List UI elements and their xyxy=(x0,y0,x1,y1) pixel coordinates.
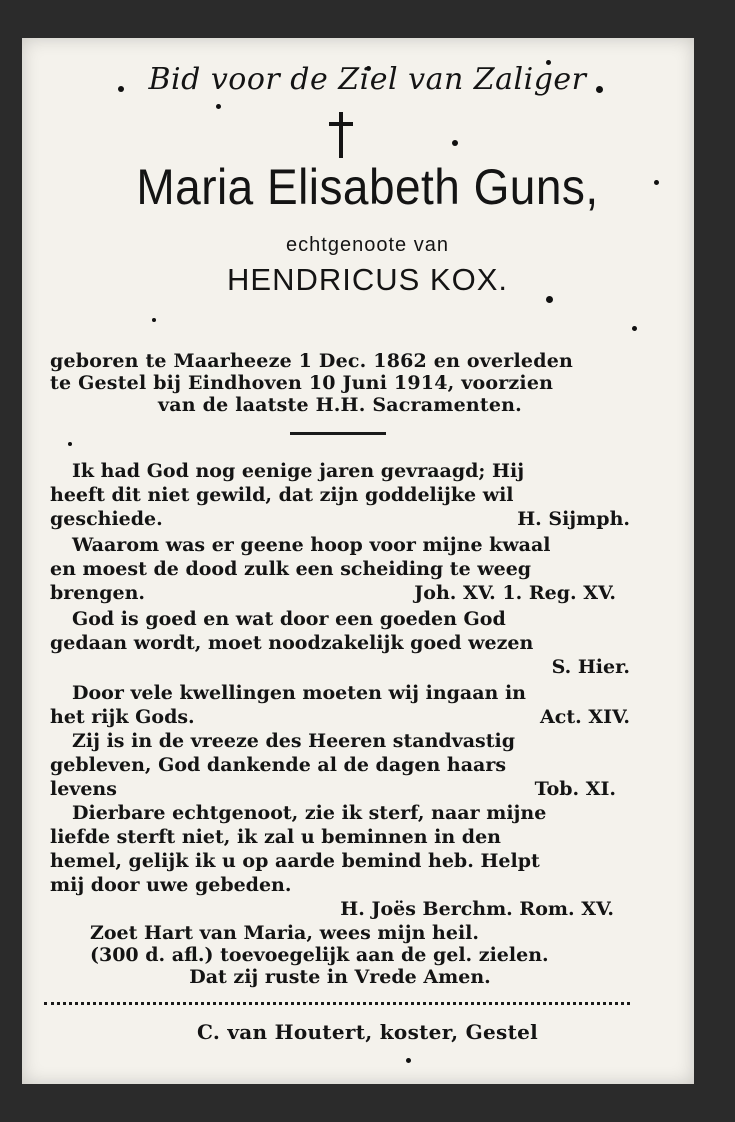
verse-line: liefde sterft niet, ik zal u beminnen in den xyxy=(50,826,501,848)
ink-speck xyxy=(406,1058,411,1063)
verse-line: hemel, gelijk ik u op aarde bemind heb. Helpt xyxy=(50,850,540,872)
verse-line: Dierbare echtgenoot, zie ik sterf, naar mijne xyxy=(72,802,547,824)
verse-text: brengen. xyxy=(50,582,145,604)
closing-line: Zoet Hart van Maria, wees mijn heil. xyxy=(90,922,479,944)
verse-line xyxy=(50,778,630,800)
verse-text: geschiede. xyxy=(50,508,163,530)
biography-line: geboren te Maarheeze 1 Dec. 1862 en overleden xyxy=(50,350,574,372)
closing-line: Dat zij ruste in Vrede Amen. xyxy=(189,966,491,988)
verse-line: gedaan wordt, moet noodzakelijk goed wezen xyxy=(50,632,534,654)
biography-line: van de laatste H.H. Sacramenten. xyxy=(158,394,522,416)
ink-speck xyxy=(152,318,156,322)
printer-credit: C. van Houtert, koster, Gestel xyxy=(196,1020,539,1044)
verse-line: Zij is in de vreeze des Heeren standvastig xyxy=(72,730,516,752)
ink-speck xyxy=(68,442,72,446)
closing-line: (300 d. afl.) toevoegelijk aan de gel. zielen. xyxy=(90,944,549,966)
verse-reference: H. Joës Berchm. Rom. XV. xyxy=(340,898,614,920)
latin-cross-icon xyxy=(326,112,356,158)
spouse-label: echtgenoote van xyxy=(286,234,449,256)
verse-line: gebleven, God dankende al de dagen haars xyxy=(50,754,507,776)
verse-reference: Tob. XI. xyxy=(534,778,616,800)
prayer-heading: Bid voor de Ziel van Zaliger xyxy=(148,62,587,97)
verse-line xyxy=(50,706,630,728)
verse-text: levens xyxy=(50,778,117,800)
divider-rule xyxy=(290,432,386,435)
biography-line: te Gestel bij Eindhoven 10 Juni 1914, voorzien xyxy=(50,372,554,394)
ink-speck xyxy=(452,140,458,146)
verse-reference: Act. XIV. xyxy=(540,706,630,728)
verse-line: Ik had God nog eenige jaren gevraagd; Hij xyxy=(72,460,525,482)
verse-line: Waarom was er geene hoop voor mijne kwaal xyxy=(72,534,551,556)
ink-speck xyxy=(216,104,221,109)
verse-line: heeft dit niet gewild, dat zijn goddelijke wil xyxy=(50,484,514,506)
verse-line xyxy=(50,508,630,530)
verse-line: Door vele kwellingen moeten wij ingaan in xyxy=(72,682,526,704)
verse-reference: S. Hier. xyxy=(551,656,630,678)
ink-speck xyxy=(632,326,637,331)
verse-reference: Joh. XV. 1. Reg. XV. xyxy=(414,582,616,604)
verse-reference: H. Sijmph. xyxy=(517,508,630,530)
verse-line: mij door uwe gebeden. xyxy=(50,874,292,896)
verse-line: en moest de dood zulk een scheiding te weeg xyxy=(50,558,532,580)
verse-line xyxy=(50,582,630,604)
verse-text: het rijk Gods. xyxy=(50,706,195,728)
spouse-name: HENDRICUS KOX. xyxy=(227,262,508,297)
dotted-divider xyxy=(44,1002,630,1005)
verse-line: God is goed en wat door een goeden God xyxy=(72,608,506,630)
deceased-name: Maria Elisabeth Guns, xyxy=(136,159,599,215)
